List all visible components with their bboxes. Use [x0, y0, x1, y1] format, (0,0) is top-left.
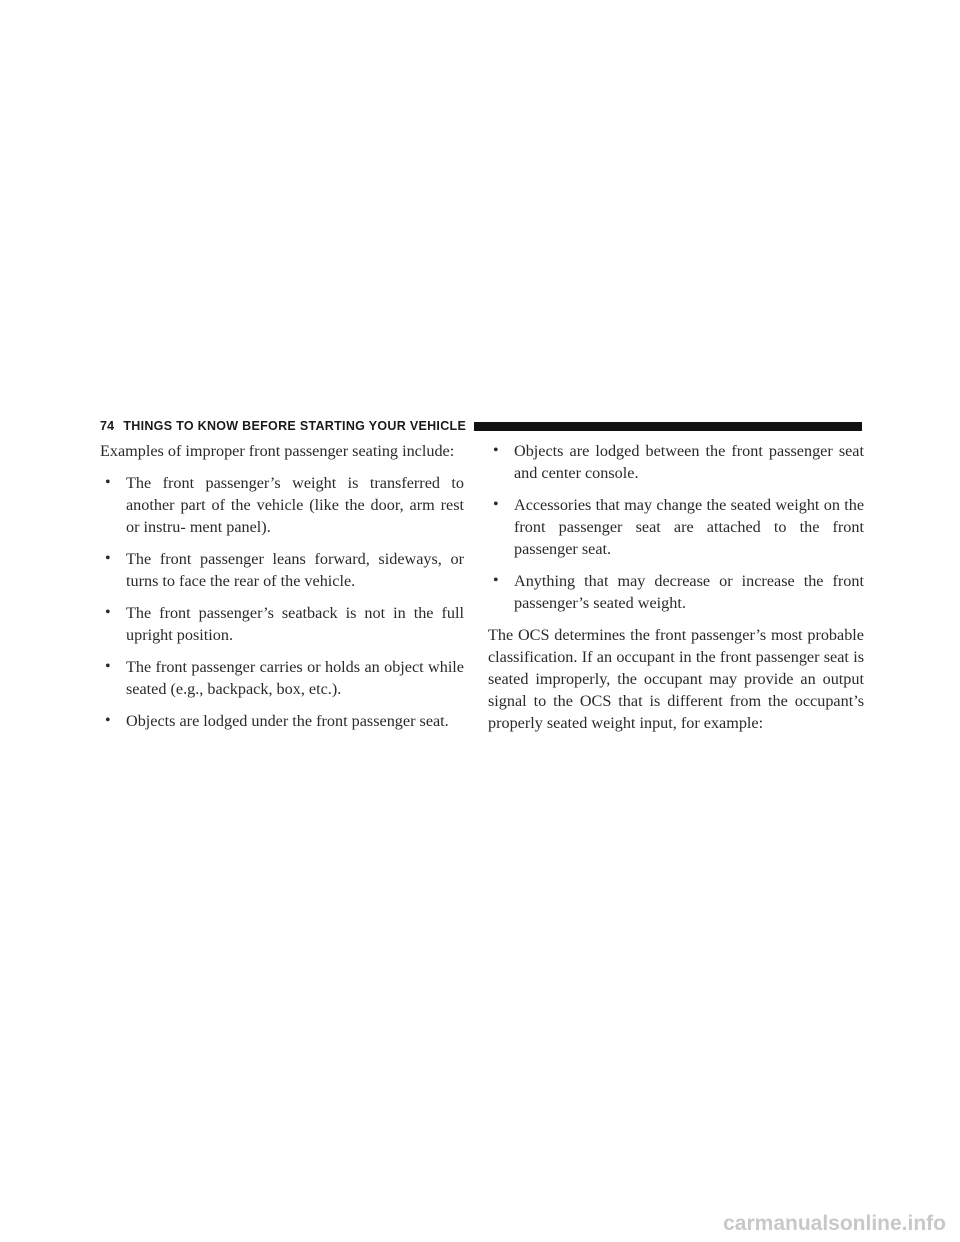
header-rule	[474, 422, 862, 431]
bullet-icon: •	[105, 604, 111, 621]
intro-paragraph: Examples of improper front passenger seating include:	[100, 442, 455, 460]
list-item-text: Anything that may decrease or increase the front passenger’s seated weight.	[514, 572, 864, 612]
list-item-text: Objects are lodged between the front passenger seat and center console.	[514, 442, 864, 482]
bullet-icon: •	[105, 658, 111, 675]
bullet-icon: •	[493, 496, 499, 513]
section-title: THINGS TO KNOW BEFORE STARTING YOUR VEHICLE	[123, 419, 467, 433]
list-item-text: The front passenger’s weight is transferred to another part of the vehicle (like the door, arm rest or instru- ment panel).	[126, 474, 464, 536]
ocs-paragraph: The OCS determines the front passenger’s most probable classification. If an occupant in the front passenger seat is seated improperly, the occupant may provide an output signal to the OCS that is different from the occupant’s properly seated weight input, for example:	[488, 626, 864, 732]
list-item-text: The front passenger’s seatback is not in the full upright position.	[126, 604, 464, 644]
left-column	[100, 440, 464, 742]
list-item-text: The front passenger leans forward, sideways, or turns to face the rear of the vehicle.	[126, 550, 464, 590]
watermark: carmanualsonline.info	[723, 1212, 946, 1235]
bullet-icon: •	[105, 712, 111, 729]
list-item	[488, 570, 864, 614]
bullet-icon: •	[493, 572, 499, 589]
list-item-text: The front passenger carries or holds an object while seated (e.g., backpack, box, etc.).	[126, 658, 464, 698]
list-item	[488, 494, 864, 560]
page-number: 74	[100, 419, 115, 433]
list-item	[100, 656, 464, 700]
list-item	[100, 472, 464, 538]
page-header	[100, 418, 862, 434]
list-item	[100, 710, 464, 732]
bullet-icon: •	[105, 474, 111, 491]
right-column	[488, 440, 864, 744]
list-item-text: Objects are lodged under the front passenger seat.	[126, 712, 449, 730]
list-item	[100, 602, 464, 646]
list-item-text: Accessories that may change the seated weight on the front passenger seat are attached to the front passenger seat.	[514, 496, 864, 558]
list-item	[100, 548, 464, 592]
bullet-icon: •	[105, 550, 111, 567]
list-item	[488, 440, 864, 484]
bullet-icon: •	[493, 442, 499, 459]
